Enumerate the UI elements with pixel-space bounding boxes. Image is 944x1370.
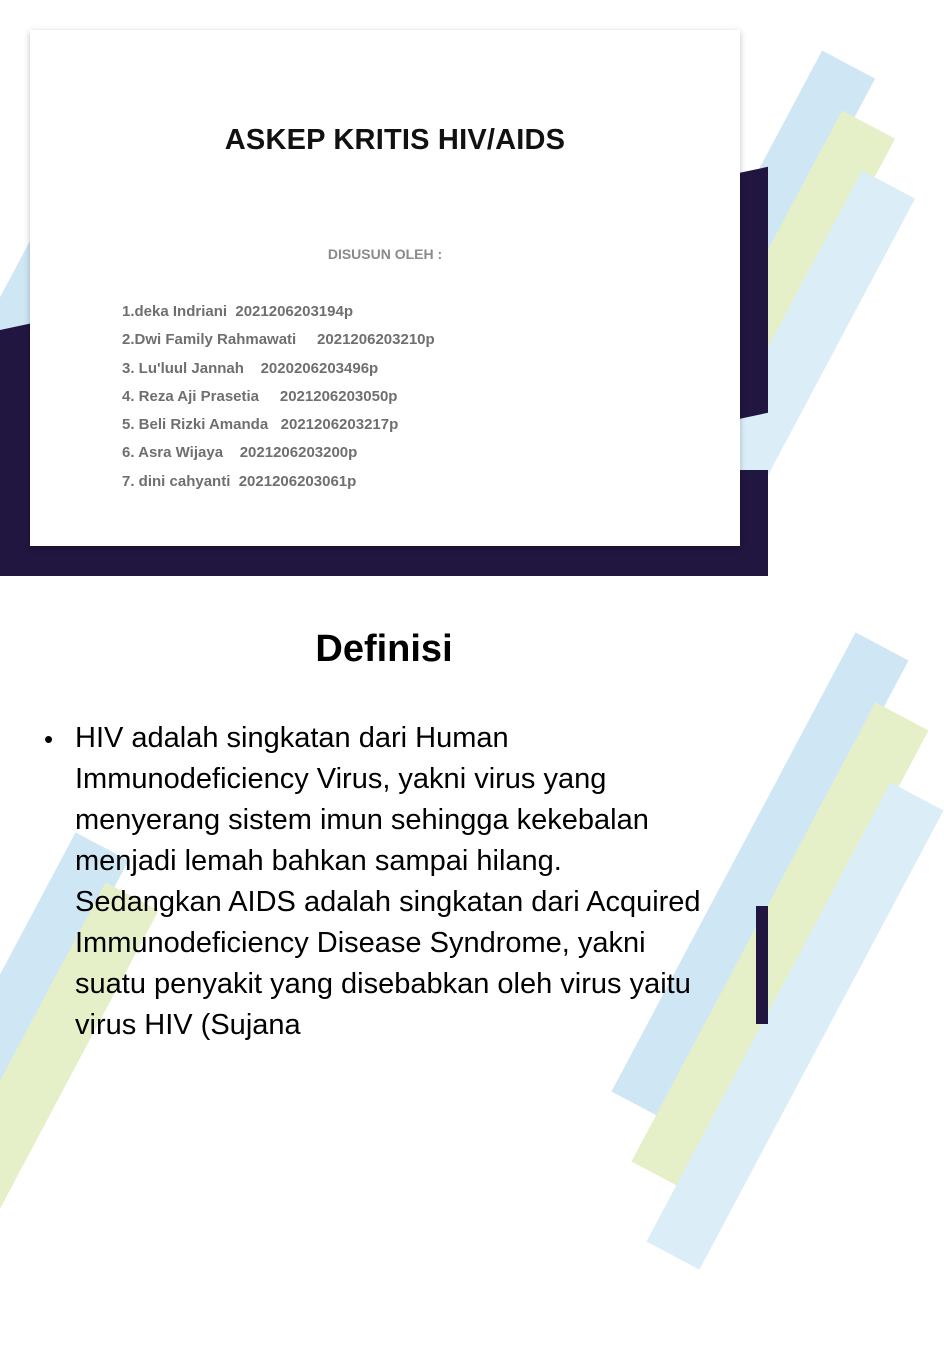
list-item: 3. Lu'luul Jannah 2020206203496p <box>122 359 379 377</box>
bullet-icon: • <box>44 724 54 754</box>
list-item: 2.Dwi Family Rahmawati 2021206203210p <box>122 331 435 349</box>
list-item: 6. Asra Wijaya 2021206203200p <box>122 444 358 462</box>
slide-title: Definisi <box>315 628 453 670</box>
author-heading: DISUSUN OLEH : <box>327 246 443 262</box>
list-item: 5. Beli Rizki Amanda 2021206203217p <box>122 416 399 434</box>
member-list <box>122 298 435 496</box>
list-item: 1.deka Indriani 2021206203194p <box>122 303 353 320</box>
list-item: 7. dini cahyanti 2021206203061p <box>122 472 357 490</box>
list-item: 4. Reza Aji Prasetia 2021206203050p <box>122 387 398 405</box>
definition-slide <box>0 576 768 1041</box>
navy-edge <box>756 906 768 1024</box>
title-slide <box>0 0 768 576</box>
slide-title: ASKEP KRITIS HIV/AIDS <box>224 124 566 156</box>
content-card <box>30 30 740 546</box>
bullet-text: HIV adalah singkatan dari Human Immunodeficiency Virus, yakni virus yang menyerang sistem imun sehingga kekebalan menjadi lemah bahkan sampai hilang. Sedangkan AIDS adalah singkatan dari Acquired Immunodeficiency Disease Syndrome, yakni suatu penyakit yang disebabkan oleh virus yaitu virus HIV (Sujana <box>75 722 701 1041</box>
